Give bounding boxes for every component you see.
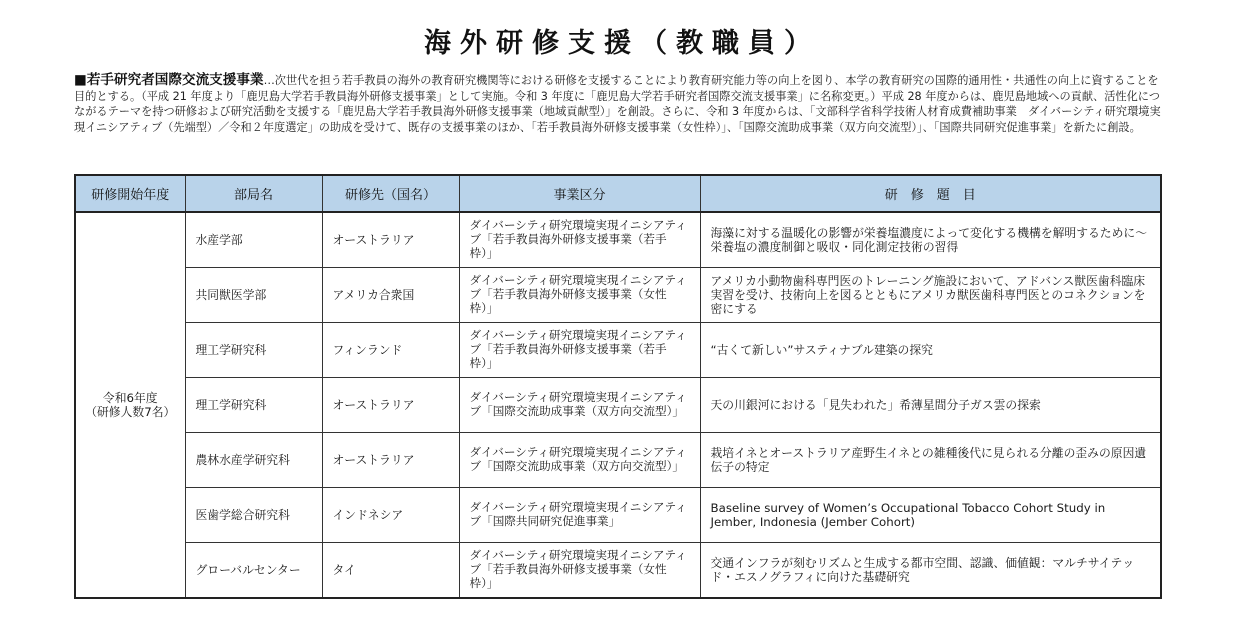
theme-cell: 海藻に対する温暖化の影響が栄養塩濃度によって変化する機構を解明するために～栄養塩の濃度制御と吸収・同化測定技術の習得: [700, 212, 1161, 268]
country-cell: フィンランド: [322, 323, 459, 378]
table-row: [75, 323, 1161, 378]
country-cell: オーストラリア: [322, 212, 459, 268]
intro-text: …次世代を担う若手教員の海外の教育研究機関等における研修を支援することにより教育研究能力等の向上を図り、本学の教育研究の国際的通用性・共通性の向上に資することを目的とする。（平成 21 年度より「鹿児島大学若手教員海外研修支援事業」として実施。令和 3 年度に「鹿児島大学若手研究者国際交流支援事業」に名称変更。）平成 28 年度からは、鹿児島地域への貢献、活性化につながるテーマを持つ研修および研究活動を支援する「鹿児島大学若手教員海外研修支援事業（地域貢献型）」を創設。さらに、令和 3 年度からは、「文部科学省科学技術人材育成費補助事業 ダイバーシティ研究環境実現イニシアティブ（先端型）／令和２年度選定」の助成を受けて、既存の支援事業のほか、「若手教員海外研修支援事業（女性枠）」、「国際交流助成事業（双方向交流型）」、「国際共同研究促進事業」を新たに創設。: [74, 74, 1161, 134]
dept-cell: 理工学研究科: [185, 378, 322, 433]
table-row: [75, 488, 1161, 543]
program-cell: ダイバーシティ研究環境実現イニシアティブ「国際交流助成事業（双方向交流型）」: [459, 378, 700, 433]
country-cell: インドネシア: [322, 488, 459, 543]
table-row: [75, 378, 1161, 433]
intro-paragraph: [74, 73, 1164, 135]
dept-cell: 共同獣医学部: [185, 268, 322, 323]
page-title: 海外研修支援（教職員）: [424, 28, 820, 59]
theme-cell: “古くて新しい”サスティナブル建築の探究: [700, 323, 1161, 378]
training-table: [74, 174, 1162, 599]
country-cell: アメリカ合衆国: [322, 268, 459, 323]
table-header-row: [75, 175, 1161, 212]
year-label: 令和6年度: [102, 390, 158, 405]
table-row: [75, 543, 1161, 599]
dept-cell: グローバルセンター: [185, 543, 322, 599]
table-row: [75, 268, 1161, 323]
header-destination: 研修先（国名）: [322, 175, 459, 212]
program-cell: ダイバーシティ研究環境実現イニシアティブ「若手教員海外研修支援事業（女性枠）」: [459, 543, 700, 599]
year-participants: （研修人数7名）: [85, 405, 176, 419]
program-cell: ダイバーシティ研究環境実現イニシアティブ「若手教員海外研修支援事業（女性枠）」: [459, 268, 700, 323]
country-cell: オーストラリア: [322, 378, 459, 433]
intro-heading: ■若手研究者国際交流支援事業: [74, 72, 264, 88]
dept-cell: 水産学部: [185, 212, 322, 268]
program-cell: ダイバーシティ研究環境実現イニシアティブ「若手教員海外研修支援事業（若手枠）」: [459, 212, 700, 268]
dept-cell: 農林水産学研究科: [185, 433, 322, 488]
theme-cell: Baseline survey of Women’s Occupational Tobacco Cohort Study in Jember, Indonesia (Jember Cohort): [700, 488, 1161, 543]
theme-cell: アメリカ小動物歯科専門医のトレーニング施設において、アドバンス獣医歯科臨床実習を受け、技術向上を図るとともにアメリカ獣医歯科専門医とのコネクションを密にする: [700, 268, 1161, 323]
theme-cell: 天の川銀河における「見失われた」希薄星間分子ガス雲の探索: [700, 378, 1161, 433]
header-start-year: 研修開始年度: [75, 175, 185, 212]
program-cell: ダイバーシティ研究環境実現イニシアティブ「国際交流助成事業（双方向交流型）」: [459, 433, 700, 488]
theme-cell: 栽培イネとオーストラリア産野生イネとの雑種後代に見られる分離の歪みの原因遺伝子の特定: [700, 433, 1161, 488]
program-cell: ダイバーシティ研究環境実現イニシアティブ「若手教員海外研修支援事業（若手枠）」: [459, 323, 700, 378]
dept-cell: 理工学研究科: [185, 323, 322, 378]
header-program: 事業区分: [459, 175, 700, 212]
year-cell: [75, 212, 185, 598]
country-cell: オーストラリア: [322, 433, 459, 488]
header-theme: 研 修 題 目: [700, 175, 1161, 212]
dept-cell: 医歯学総合研究科: [185, 488, 322, 543]
country-cell: タイ: [322, 543, 459, 599]
header-department: 部局名: [185, 175, 322, 212]
theme-cell: 交通インフラが刻むリズムと生成する都市空間、認識、価値観：マルチサイテッド・エスノグラフィに向けた基礎研究: [700, 543, 1161, 599]
table-row: [75, 212, 1161, 268]
table-row: [75, 433, 1161, 488]
program-cell: ダイバーシティ研究環境実現イニシアティブ「国際共同研究促進事業」: [459, 488, 700, 543]
